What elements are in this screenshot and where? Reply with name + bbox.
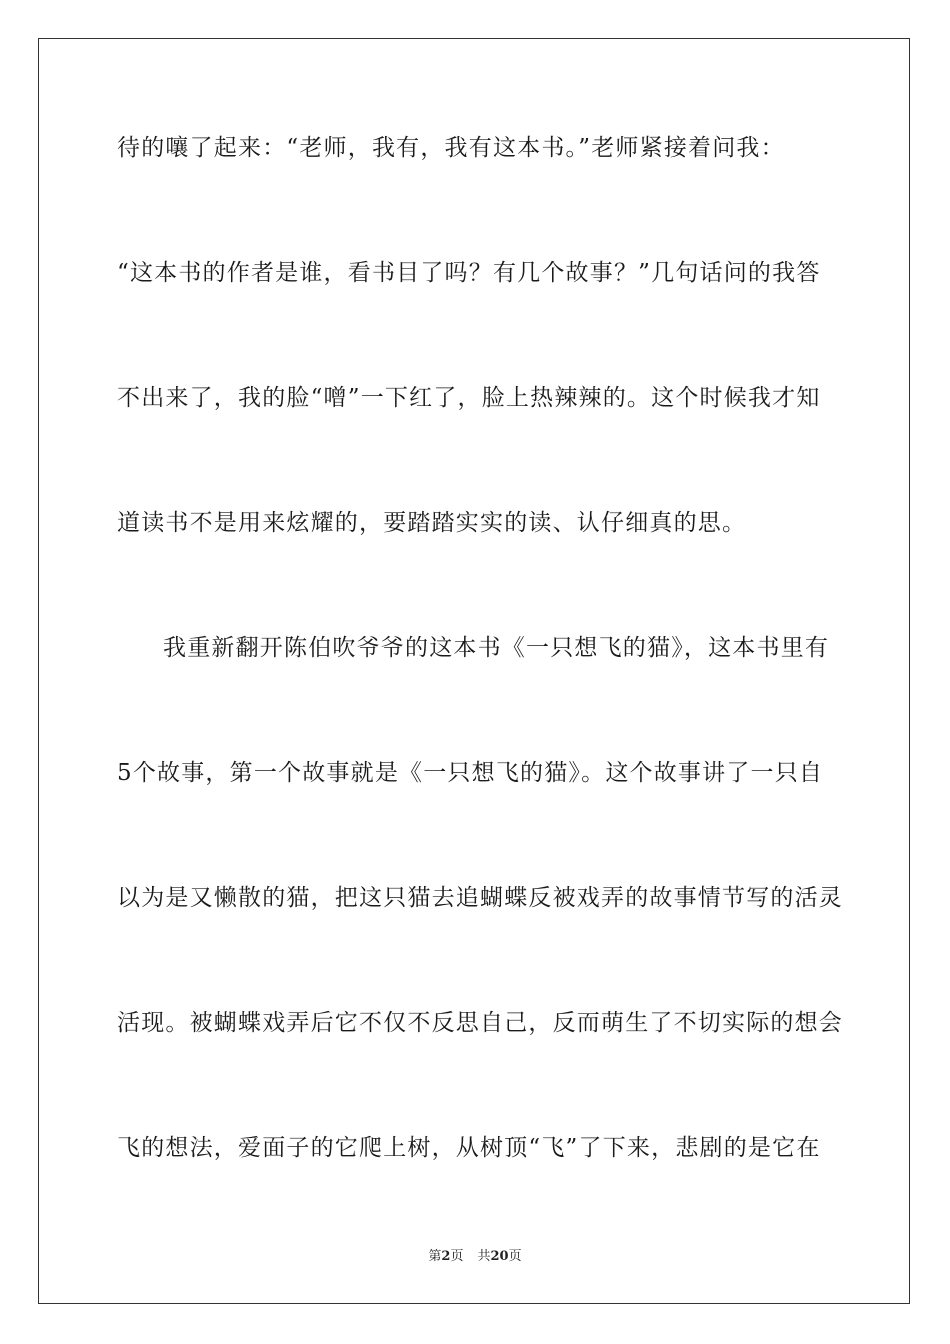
text-line: 以为是又懒散的猫，把这只猫去追蝴蝶反被戏弄的故事情节写的活灵 [117,885,843,911]
text-line: “这本书的作者是谁，看书目了吗？有几个故事？”几句话问的我答 [117,260,821,286]
text-line: 活现。被蝴蝶戏弄后它不仅不反思自己，反而萌生了不切实际的想会 [117,1010,843,1036]
page-suffix: 页 [450,1249,464,1264]
total-pages: 20 [490,1249,509,1264]
total-prefix: 共 [477,1249,491,1264]
page-border [38,38,910,1304]
text-line: 5个故事，第一个故事就是《一只想飞的猫》。这个故事讲了一只自 [117,760,824,786]
text-line-indented: 我重新翻开陈伯吹爷爷的这本书《一只想飞的猫》，这本书里有 [163,635,830,661]
page-footer [0,1248,950,1266]
text-line: 飞的想法，爱面子的它爬上树，从树顶“飞”了下来，悲剧的是它在 [117,1135,821,1161]
page-prefix: 第 [428,1249,442,1264]
text-line: 待的嚷了起来：“老师，我有，我有这本书。”老师紧接着问我： [117,135,785,161]
page-number: 2 [441,1249,451,1264]
text-line: 道读书不是用来炫耀的，要踏踏实实的读、认仔细真的思。 [117,510,747,536]
total-suffix: 页 [508,1249,522,1264]
text-line: 不出来了，我的脸“噌”一下红了，脸上热辣辣的。这个时候我才知 [117,385,821,411]
